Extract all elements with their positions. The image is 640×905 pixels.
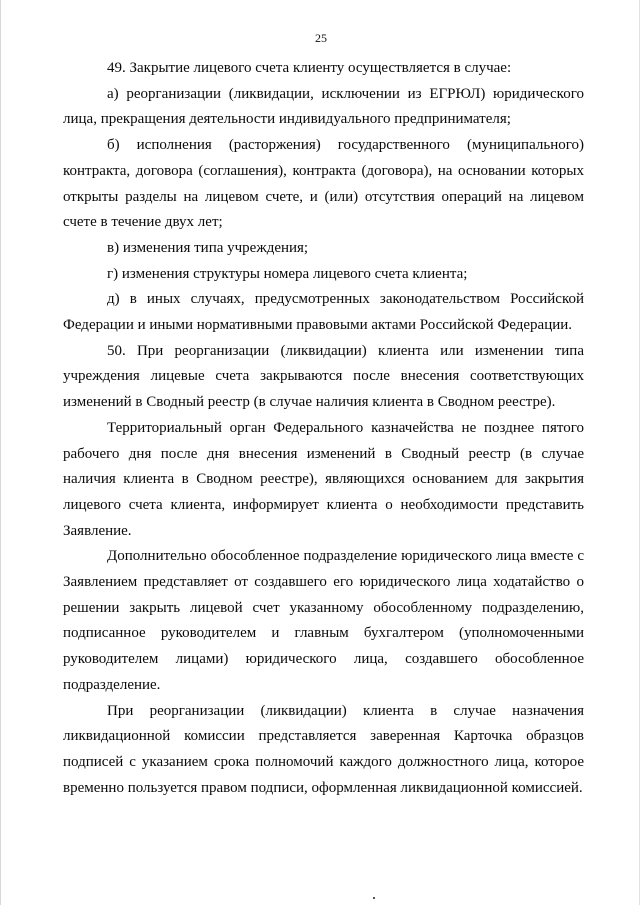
- paragraph-49-item-v: в) изменения типа учреждения;: [107, 239, 309, 256]
- page-number: 25: [315, 31, 327, 45]
- paragraph-50-notification: Территориальный орган Федерального казначейства не позднее пятого рабочего дня после дня внесения изменений в Сводный реестр (в случае наличия клиента в Сводном реестре), являющихся основанием для закрытия лицевого счета клиента, информирует клиента о необходимости представить Заявление.: [63, 419, 584, 539]
- paragraph-50: 50. При реорганизации (ликвидации) клиента или изменении типа учреждения лицевые счета закрываются после внесения соответствующих изменений в Сводный реестр (в случае наличия клиента в Сводном реестре).: [63, 342, 584, 411]
- paragraph-49-item-g: г) изменения структуры номера лицевого счета клиента;: [107, 265, 468, 282]
- paragraph-49-item-b: б) исполнения (расторжения) государственного (муниципального) контракта, договора (соглашения), контракта (договора), на основании которых открыты разделы на лицевом счете, и (или) отсутствия операций на лицевом счете в течение двух лет;: [63, 137, 584, 231]
- paragraph-50-branch: Дополнительно обособленное подразделение юридического лица вместе с Заявлением представляет от создавшего его юридического лица ходатайство о решении закрыть лицевой счет указанному обособленному подразделению, подписанное руководителем и главным бухгалтером (уполномоченными руководителем лицами) юридического лица, создавшего обособленное подразделение.: [63, 548, 584, 693]
- paragraph-50-liquidation: При реорганизации (ликвидации) клиента в случае назначения ликвидационной комиссии представляется заверенная Карточка образцов подписей с указанием срока полномочий каждого должностного лица, которое временно пользуется правом подписи, оформленная ликвидационной комиссией.: [63, 702, 584, 796]
- paragraph-49-item-a: а) реорганизации (ликвидации, исключении из ЕГРЮЛ) юридического лица, прекращения деятельности индивидуального предпринимателя;: [63, 85, 584, 128]
- document-body: [63, 56, 584, 801]
- paragraph-49-intro: 49. Закрытие лицевого счета клиенту осуществляется в случае:: [107, 60, 512, 76]
- scan-artifact: [373, 897, 375, 899]
- paragraph-49-item-d: д) в иных случаях, предусмотренных законодательством Российской Федерации и иными нормативными правовыми актами Российской Федерации.: [63, 291, 584, 334]
